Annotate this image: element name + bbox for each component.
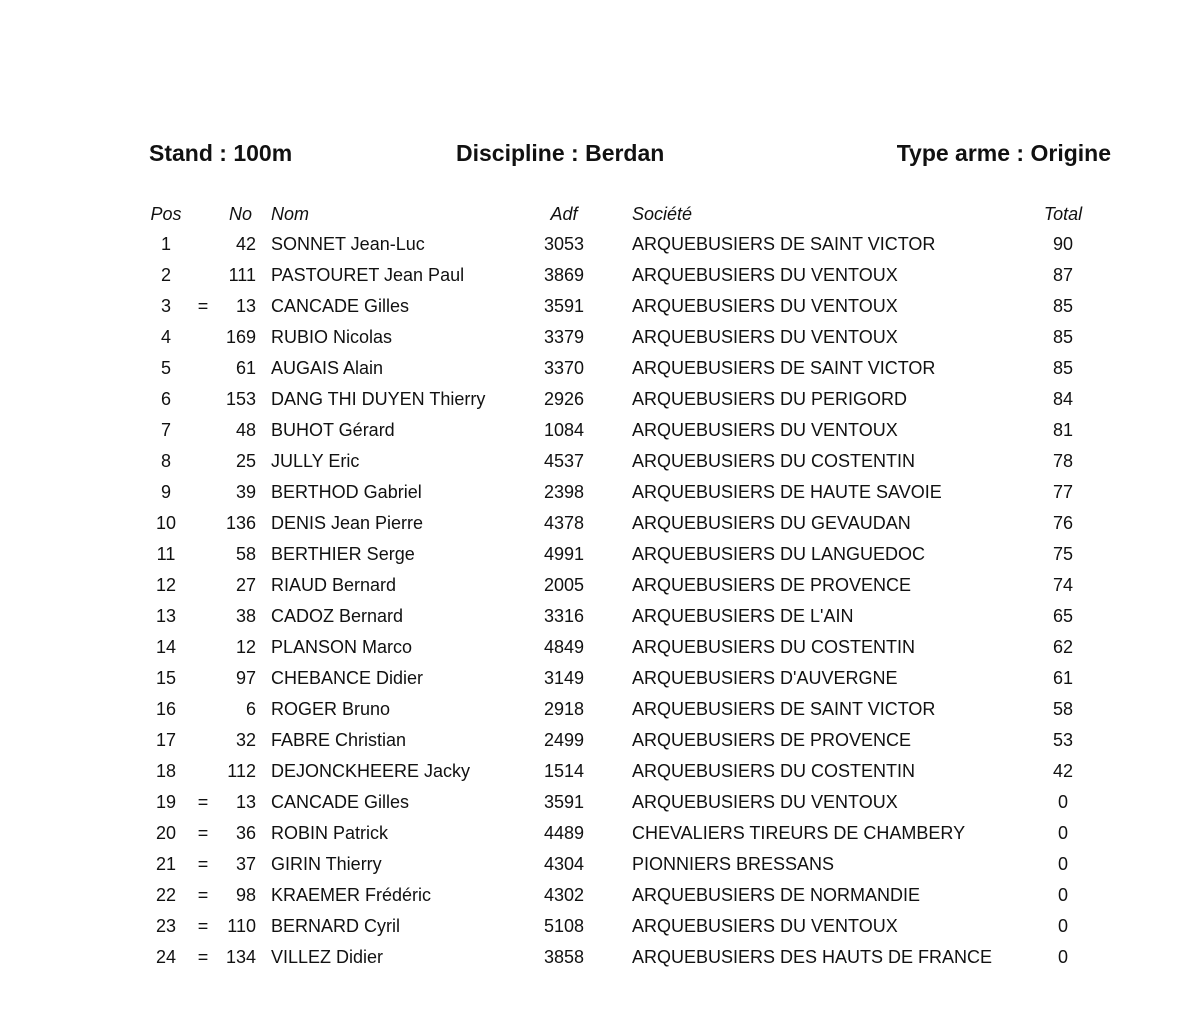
row-societe: ARQUEBUSIERS DU VENTOUX bbox=[632, 327, 898, 347]
row-no: 6 bbox=[245, 699, 256, 719]
row-pos: 7 bbox=[160, 420, 171, 440]
row-total: 75 bbox=[1052, 544, 1074, 564]
row-tie-marker: = bbox=[197, 947, 209, 967]
table-row bbox=[0, 384, 1190, 415]
row-nom: CADOZ Bernard bbox=[271, 606, 404, 626]
row-nom: CANCADE Gilles bbox=[271, 792, 410, 812]
row-pos: 23 bbox=[155, 916, 177, 936]
row-total: 85 bbox=[1052, 296, 1074, 316]
row-nom: BUHOT Gérard bbox=[271, 420, 395, 440]
row-no: 61 bbox=[235, 358, 256, 378]
table-row bbox=[0, 415, 1190, 446]
row-societe: ARQUEBUSIERS D'AUVERGNE bbox=[632, 668, 898, 688]
row-adf: 3379 bbox=[543, 327, 585, 347]
row-total: 87 bbox=[1052, 265, 1074, 285]
row-nom: JULLY Eric bbox=[271, 451, 360, 471]
row-no: 27 bbox=[235, 575, 256, 595]
row-total: 42 bbox=[1052, 761, 1074, 781]
row-total: 78 bbox=[1052, 451, 1074, 471]
row-societe: ARQUEBUSIERS DU VENTOUX bbox=[632, 296, 898, 316]
row-no: 25 bbox=[235, 451, 256, 471]
row-nom: PASTOURET Jean Paul bbox=[271, 265, 465, 285]
row-total: 58 bbox=[1052, 699, 1074, 719]
row-total: 76 bbox=[1052, 513, 1074, 533]
row-societe: ARQUEBUSIERS DE L'AIN bbox=[632, 606, 854, 626]
column-header-no: No bbox=[228, 204, 252, 224]
discipline-title: Discipline : Berdan bbox=[456, 140, 665, 166]
row-adf: 4489 bbox=[543, 823, 585, 843]
table-row bbox=[0, 787, 1190, 818]
table-row bbox=[0, 229, 1190, 260]
table-row bbox=[0, 260, 1190, 291]
row-total: 85 bbox=[1052, 327, 1074, 347]
row-no: 42 bbox=[235, 234, 256, 254]
row-nom: PLANSON Marco bbox=[271, 637, 413, 657]
row-pos: 18 bbox=[155, 761, 177, 781]
row-adf: 2398 bbox=[543, 482, 585, 502]
row-pos: 20 bbox=[155, 823, 177, 843]
row-no: 153 bbox=[225, 389, 256, 409]
stand-title: Stand : 100m bbox=[149, 140, 293, 166]
row-societe: ARQUEBUSIERS DE SAINT VICTOR bbox=[632, 234, 936, 254]
row-no: 13 bbox=[235, 792, 256, 812]
row-no: 13 bbox=[235, 296, 256, 316]
row-tie-marker: = bbox=[197, 854, 209, 874]
table-row bbox=[0, 322, 1190, 353]
row-total: 62 bbox=[1052, 637, 1074, 657]
row-pos: 14 bbox=[155, 637, 177, 657]
row-no: 111 bbox=[228, 265, 256, 285]
row-no: 112 bbox=[227, 761, 256, 781]
row-pos: 19 bbox=[155, 792, 177, 812]
row-adf: 4304 bbox=[543, 854, 585, 874]
table-header-row bbox=[0, 199, 1190, 229]
row-no: 36 bbox=[235, 823, 256, 843]
row-total: 84 bbox=[1052, 389, 1074, 409]
row-total: 77 bbox=[1052, 482, 1074, 502]
table-row bbox=[0, 353, 1190, 384]
row-pos: 13 bbox=[155, 606, 177, 626]
row-nom: GIRIN Thierry bbox=[271, 854, 382, 874]
row-societe: ARQUEBUSIERS DE NORMANDIE bbox=[632, 885, 921, 905]
table-row bbox=[0, 942, 1190, 973]
row-nom: DENIS Jean Pierre bbox=[271, 513, 424, 533]
row-societe: ARQUEBUSIERS DU COSTENTIN bbox=[632, 451, 916, 471]
row-adf: 2499 bbox=[543, 730, 585, 750]
row-nom: DEJONCKHEERE Jacky bbox=[271, 761, 471, 781]
row-adf: 5108 bbox=[543, 916, 585, 936]
row-no: 58 bbox=[235, 544, 256, 564]
row-adf: 4537 bbox=[543, 451, 585, 471]
row-pos: 15 bbox=[155, 668, 177, 688]
row-total: 85 bbox=[1052, 358, 1074, 378]
row-nom: AUGAIS Alain bbox=[271, 358, 384, 378]
row-societe: ARQUEBUSIERS DU VENTOUX bbox=[632, 265, 898, 285]
row-adf: 2918 bbox=[543, 699, 585, 719]
row-pos: 4 bbox=[160, 327, 171, 347]
row-societe: PIONNIERS BRESSANS bbox=[632, 854, 835, 874]
table-row bbox=[0, 539, 1190, 570]
row-total: 74 bbox=[1052, 575, 1074, 595]
row-nom: RIAUD Bernard bbox=[271, 575, 397, 595]
row-pos: 1 bbox=[160, 234, 171, 254]
row-nom: ROGER Bruno bbox=[271, 699, 391, 719]
row-adf: 3869 bbox=[543, 265, 585, 285]
table-row bbox=[0, 477, 1190, 508]
row-total: 0 bbox=[1057, 916, 1068, 936]
column-header-nom: Nom bbox=[271, 204, 310, 224]
row-nom: ROBIN Patrick bbox=[271, 823, 389, 843]
row-adf: 3370 bbox=[543, 358, 585, 378]
row-pos: 11 bbox=[156, 544, 176, 564]
row-adf: 3591 bbox=[543, 792, 585, 812]
table-row bbox=[0, 601, 1190, 632]
row-societe: ARQUEBUSIERS DU VENTOUX bbox=[632, 420, 898, 440]
row-tie-marker: = bbox=[197, 823, 209, 843]
row-no: 98 bbox=[235, 885, 256, 905]
row-adf: 3053 bbox=[543, 234, 585, 254]
row-adf: 3149 bbox=[543, 668, 585, 688]
table-row bbox=[0, 849, 1190, 880]
table-row bbox=[0, 756, 1190, 787]
row-societe: ARQUEBUSIERS DU COSTENTIN bbox=[632, 761, 916, 781]
row-nom: KRAEMER Frédéric bbox=[271, 885, 432, 905]
row-no: 32 bbox=[235, 730, 256, 750]
row-no: 110 bbox=[227, 916, 256, 936]
row-tie-marker: = bbox=[197, 792, 209, 812]
row-societe: ARQUEBUSIERS DE SAINT VICTOR bbox=[632, 699, 936, 719]
row-no: 169 bbox=[225, 327, 256, 347]
row-adf: 4378 bbox=[543, 513, 585, 533]
results-table bbox=[0, 199, 1190, 973]
table-row bbox=[0, 663, 1190, 694]
row-total: 0 bbox=[1057, 885, 1068, 905]
row-pos: 8 bbox=[160, 451, 171, 471]
row-adf: 4302 bbox=[543, 885, 585, 905]
row-total: 0 bbox=[1057, 823, 1068, 843]
row-tie-marker: = bbox=[197, 296, 209, 316]
row-no: 134 bbox=[225, 947, 256, 967]
row-adf: 3591 bbox=[543, 296, 585, 316]
row-societe: ARQUEBUSIERS DU COSTENTIN bbox=[632, 637, 916, 657]
column-header-societe: Société bbox=[632, 204, 693, 224]
row-pos: 24 bbox=[155, 947, 177, 967]
row-total: 65 bbox=[1052, 606, 1074, 626]
table-row bbox=[0, 291, 1190, 322]
row-total: 0 bbox=[1057, 854, 1068, 874]
row-tie-marker: = bbox=[197, 885, 209, 905]
row-pos: 2 bbox=[160, 265, 171, 285]
row-total: 53 bbox=[1052, 730, 1074, 750]
table-row bbox=[0, 632, 1190, 663]
row-societe: ARQUEBUSIERS DE PROVENCE bbox=[632, 730, 912, 750]
row-societe: CHEVALIERS TIREURS DE CHAMBERY bbox=[632, 823, 966, 843]
table-row bbox=[0, 911, 1190, 942]
row-no: 39 bbox=[235, 482, 256, 502]
row-nom: BERTHIER Serge bbox=[271, 544, 415, 564]
column-header-pos: Pos bbox=[150, 204, 182, 224]
row-no: 97 bbox=[235, 668, 256, 688]
row-adf: 3858 bbox=[543, 947, 585, 967]
row-pos: 9 bbox=[160, 482, 171, 502]
row-no: 38 bbox=[235, 606, 256, 626]
row-total: 90 bbox=[1052, 234, 1074, 254]
column-header-total: Total bbox=[1043, 204, 1083, 224]
row-no: 37 bbox=[235, 854, 256, 874]
row-no: 136 bbox=[225, 513, 256, 533]
column-header-adf: Adf bbox=[550, 204, 578, 224]
row-societe: ARQUEBUSIERS DU VENTOUX bbox=[632, 792, 898, 812]
row-pos: 21 bbox=[155, 854, 177, 874]
table-row bbox=[0, 446, 1190, 477]
row-pos: 22 bbox=[155, 885, 177, 905]
table-row bbox=[0, 508, 1190, 539]
row-societe: ARQUEBUSIERS DE PROVENCE bbox=[632, 575, 912, 595]
row-pos: 16 bbox=[155, 699, 177, 719]
row-societe: ARQUEBUSIERS DU GEVAUDAN bbox=[632, 513, 911, 533]
row-nom: BERTHOD Gabriel bbox=[271, 482, 422, 502]
row-societe: ARQUEBUSIERS DU PERIGORD bbox=[632, 389, 908, 409]
row-adf: 4991 bbox=[543, 544, 585, 564]
row-no: 48 bbox=[235, 420, 256, 440]
table-row bbox=[0, 818, 1190, 849]
row-adf: 1084 bbox=[543, 420, 585, 440]
row-pos: 6 bbox=[160, 389, 171, 409]
table-body bbox=[0, 229, 1190, 973]
row-tie-marker: = bbox=[197, 916, 209, 936]
row-societe: ARQUEBUSIERS DE HAUTE SAVOIE bbox=[632, 482, 942, 502]
row-pos: 3 bbox=[160, 296, 171, 316]
row-total: 81 bbox=[1052, 420, 1074, 440]
row-nom: SONNET Jean-Luc bbox=[271, 234, 425, 254]
row-pos: 5 bbox=[160, 358, 171, 378]
row-adf: 2005 bbox=[543, 575, 585, 595]
table-row bbox=[0, 880, 1190, 911]
row-nom: BERNARD Cyril bbox=[271, 916, 401, 936]
row-pos: 17 bbox=[155, 730, 177, 750]
table-row bbox=[0, 694, 1190, 725]
row-nom: FABRE Christian bbox=[271, 730, 407, 750]
row-total: 0 bbox=[1057, 947, 1068, 967]
row-adf: 3316 bbox=[543, 606, 585, 626]
table-row bbox=[0, 725, 1190, 756]
row-no: 12 bbox=[235, 637, 256, 657]
row-societe: ARQUEBUSIERS DE SAINT VICTOR bbox=[632, 358, 936, 378]
row-adf: 1514 bbox=[543, 761, 585, 781]
row-societe: ARQUEBUSIERS DU VENTOUX bbox=[632, 916, 898, 936]
row-nom: DANG THI DUYEN Thierry bbox=[271, 389, 486, 409]
row-nom: CANCADE Gilles bbox=[271, 296, 410, 316]
row-societe: ARQUEBUSIERS DU LANGUEDOC bbox=[632, 544, 926, 564]
row-total: 0 bbox=[1057, 792, 1068, 812]
row-adf: 4849 bbox=[543, 637, 585, 657]
row-nom: RUBIO Nicolas bbox=[271, 327, 393, 347]
row-total: 61 bbox=[1052, 668, 1074, 688]
table-row bbox=[0, 570, 1190, 601]
type-arme-title: Type arme : Origine bbox=[896, 140, 1111, 166]
row-pos: 10 bbox=[155, 513, 177, 533]
row-nom: VILLEZ Didier bbox=[271, 947, 384, 967]
row-adf: 2926 bbox=[543, 389, 585, 409]
row-societe: ARQUEBUSIERS DES HAUTS DE FRANCE bbox=[632, 947, 993, 967]
row-nom: CHEBANCE Didier bbox=[271, 668, 424, 688]
row-pos: 12 bbox=[155, 575, 177, 595]
